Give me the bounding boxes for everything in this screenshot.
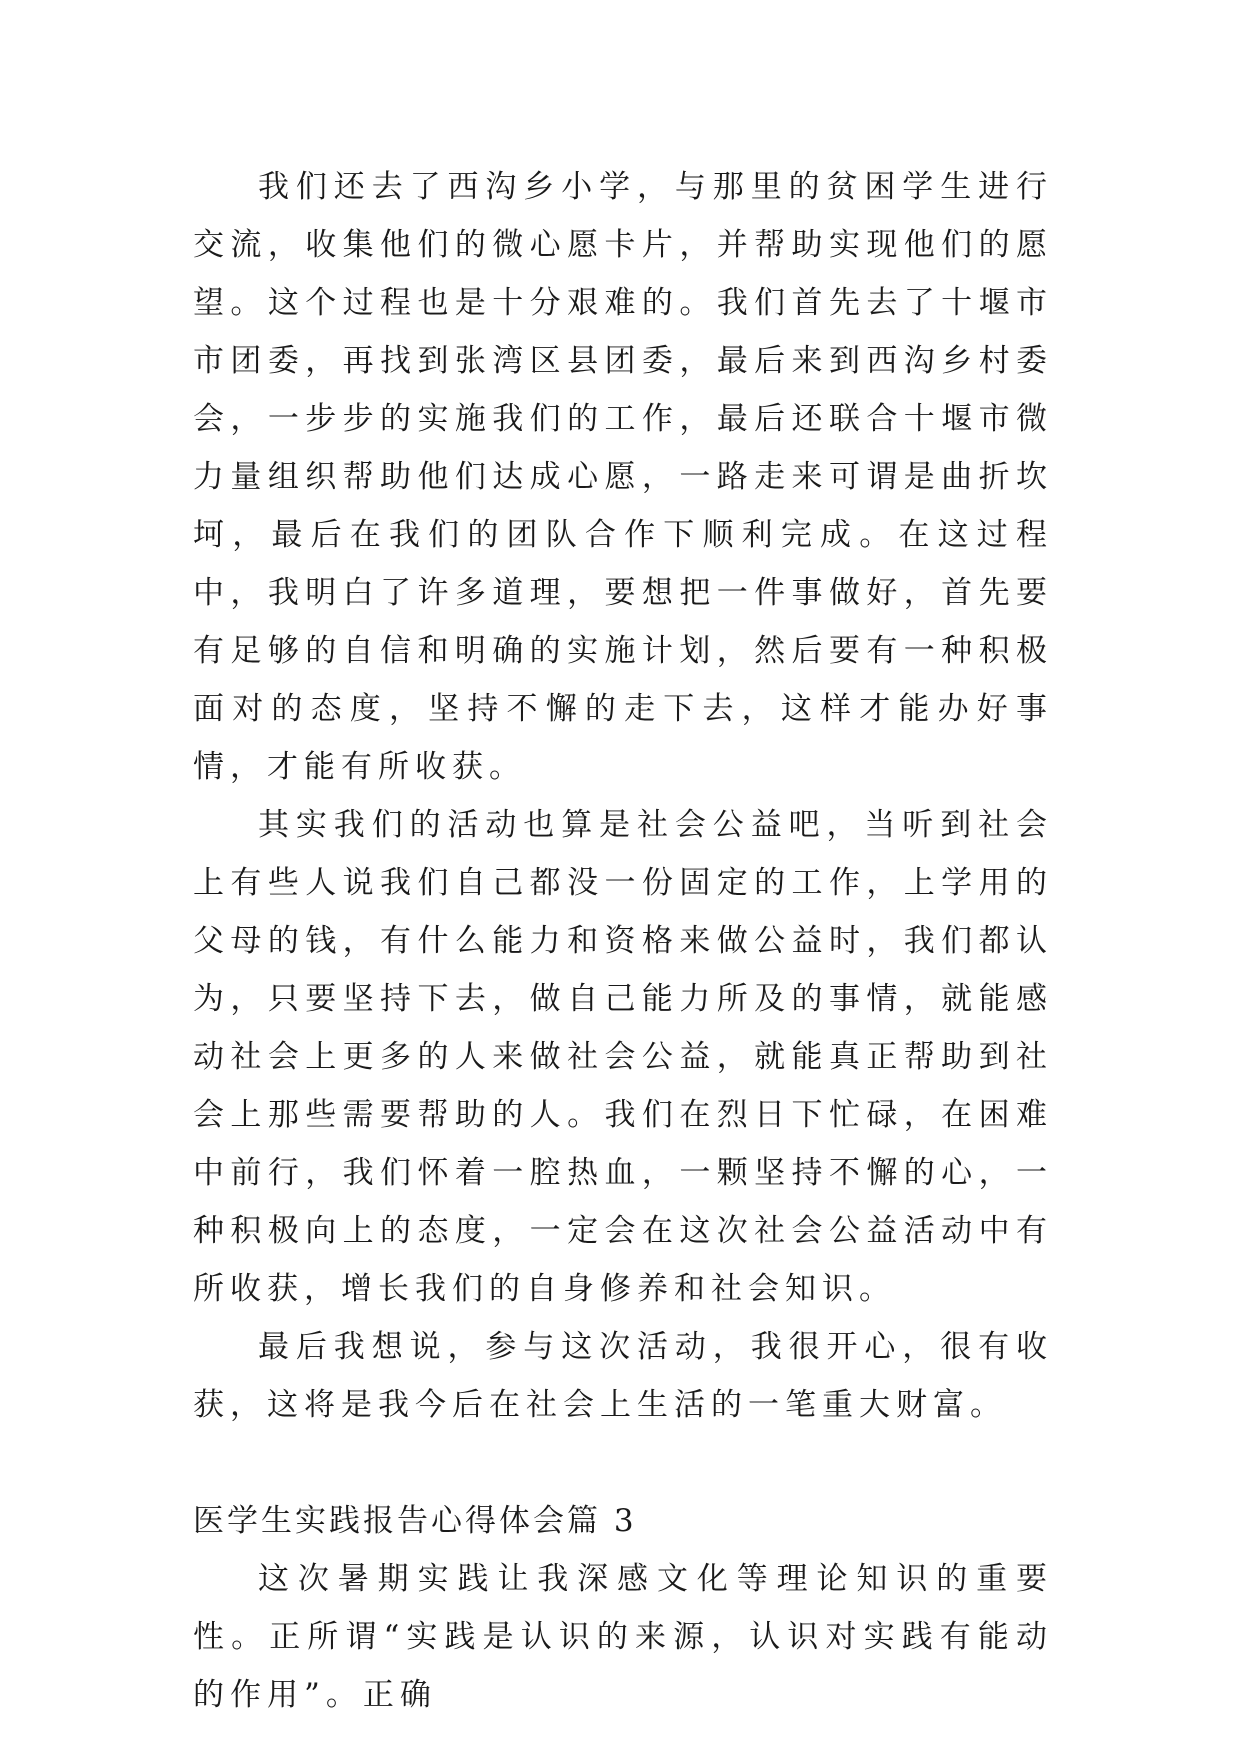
- section-heading: 医学生实践报告心得体会篇 3: [193, 1503, 637, 1539]
- paragraph-2: 其实我们的活动也算是社会公益吧，当听到社会上有些人说我们自己都没一份固定的工作，上学用的父母的钱，有什么能力和资格来做公益时，我们都认为，只要坚持下去，做自己能力所及的事情，就能感动社会上更多的人来做社会公益，就能真正帮助到社会上那些需要帮助的人。我们在烈日下忙碌，在困难中前行，我们怀着一腔热血，一颗坚持不懈的心，一种积极向上的态度，一定会在这次社会公益活动中有所收获，增长我们的自身修养和社会知识。: [193, 807, 1053, 1307]
- paragraph-1: 我们还去了西沟乡小学，与那里的贫困学生进行交流，收集他们的微心愿卡片，并帮助实现他们的愿望。这个过程也是十分艰难的。我们首先去了十堰市市团委，再找到张湾区县团委，最后来到西沟乡村委会，一步步的实施我们的工作，最后还联合十堰市微力量组织帮助他们达成心愿，一路走来可谓是曲折坎坷，最后在我们的团队合作下顺利完成。在这过程中，我明白了许多道理，要想把一件事做好，首先要有足够的自信和明确的实施计划，然后要有一种积极面对的态度，坚持不懈的走下去，这样才能办好事情，才能有所收获。: [193, 169, 1053, 785]
- paragraph-4: 这次暑期实践让我深感文化等理论知识的重要性。正所谓“实践是认识的来源，认识对实践有能动的作用”。正确: [193, 1561, 1053, 1713]
- section-spacer: [193, 1434, 1053, 1492]
- paragraph-3: 最后我想说，参与这次活动，我很开心，很有收获，这将是我今后在社会上生活的一笔重大财富。: [193, 1329, 1053, 1423]
- document-body: [193, 158, 1053, 1724]
